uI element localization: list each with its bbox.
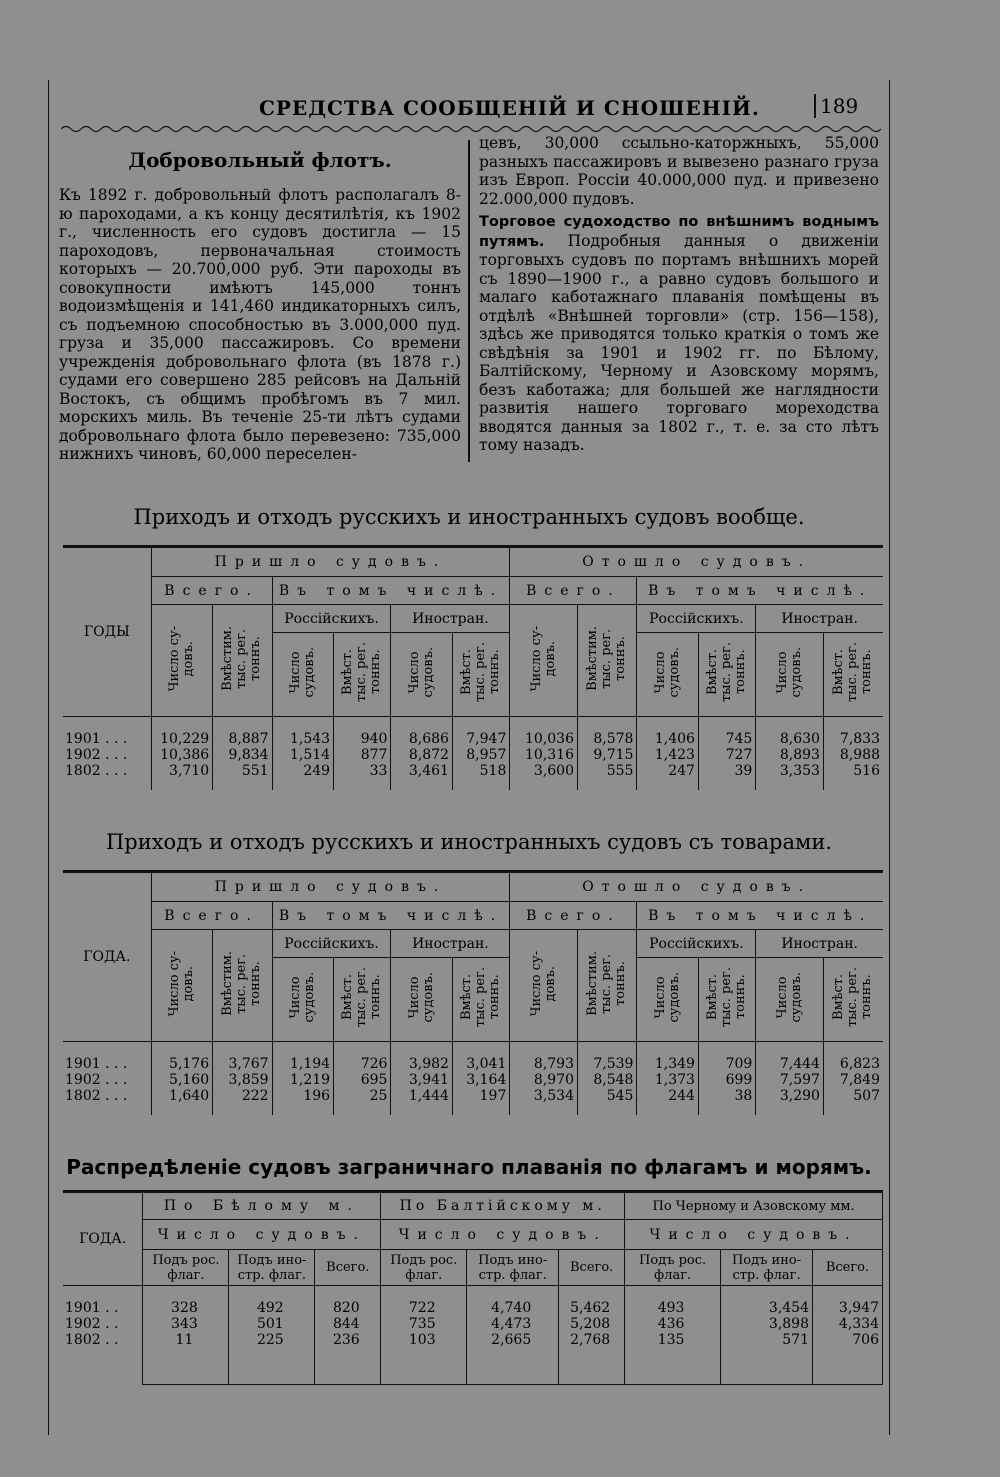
col-count: Число судовъ.	[391, 958, 453, 1042]
data-cell: 8,630 8,893 3,353	[756, 717, 824, 791]
data-cell: 709 699 38	[698, 1042, 755, 1116]
data-cell: 492 501 225	[229, 1286, 315, 1385]
col-count: Число судовъ.	[637, 633, 699, 717]
black-azov-sea-header: По Черному и Азовскому мм.	[625, 1192, 883, 1220]
count-header: Число судовъ.	[143, 1220, 381, 1250]
data-cell: 8,793 8,970 3,534	[510, 1042, 578, 1116]
arrived-incl-header: Въ томъ числѣ.	[272, 577, 510, 605]
page	[48, 80, 890, 1435]
departed-header: Отошло судовъ.	[510, 872, 883, 902]
arrived-incl-header: Въ томъ числѣ.	[272, 902, 510, 930]
col-count: Число су- довъ.	[510, 605, 578, 717]
data-cell: 8,887 9,834 551	[213, 717, 272, 791]
col-count: Число су- довъ.	[151, 930, 213, 1042]
data-cell: 493 436 135	[625, 1286, 721, 1385]
count-header: Число судовъ.	[625, 1220, 883, 1250]
white-sea-header: По Бѣлому м.	[143, 1192, 381, 1220]
wavy-rule	[61, 124, 881, 134]
foreign-header: Иностран.	[756, 930, 883, 958]
data-cell: 1,349 1,373 244	[637, 1042, 699, 1116]
data-cell: 4,740 4,473 2,665	[467, 1286, 559, 1385]
table1	[63, 545, 883, 790]
left-column	[59, 148, 461, 464]
col-count: Число судовъ.	[272, 958, 334, 1042]
col-capacity: Вмѣст. тыс. рег. тоннъ.	[823, 958, 883, 1042]
data-cell: 6,823 7,849 507	[823, 1042, 883, 1116]
data-cell: 3,947 4,334 706	[813, 1286, 883, 1385]
col-capacity: Вмѣст. тыс. рег. тоннъ.	[823, 633, 883, 717]
col-capacity: Вмѣстим. тыс. рег. тоннъ.	[213, 605, 272, 717]
table3	[63, 1190, 883, 1385]
years-header: ГОДА.	[63, 872, 151, 1042]
departed-header: Отошло судовъ.	[510, 547, 883, 577]
rus-flag-header: Подъ рос. флаг.	[625, 1250, 721, 1286]
data-cell: 1,543 1,514 249	[272, 717, 334, 791]
departed-incl-header: Въ томъ числѣ.	[637, 902, 883, 930]
data-cell: 7,444 7,597 3,290	[756, 1042, 824, 1116]
col-count: Число судовъ.	[756, 958, 824, 1042]
departed-total-header: Всего.	[510, 577, 637, 605]
col-capacity: Вмѣстим. тыс. рег. тоннъ.	[213, 930, 272, 1042]
table2-title: Приходъ и отходъ русскихъ и иностранныхъ судовъ съ товарами.	[105, 830, 833, 854]
table2	[63, 870, 883, 1115]
for-flag-header: Подъ ино- стр. флаг.	[467, 1250, 559, 1286]
col-capacity: Вмѣст. тыс. рег. тоннъ.	[698, 958, 755, 1042]
years-header: ГОДЫ	[63, 547, 151, 717]
year-cell: 1901 . . . 1902 . . . 1802 . . .	[63, 1042, 151, 1116]
col-capacity: Вмѣст. тыс. рег. тоннъ.	[452, 633, 509, 717]
years-header: ГОДА.	[63, 1192, 143, 1286]
data-cell: 3,767 3,859 222	[213, 1042, 272, 1116]
data-cell: 5,462 5,208 2,768	[559, 1286, 625, 1385]
data-cell: 10,036 10,316 3,600	[510, 717, 578, 791]
data-cell: 8,578 9,715 555	[578, 717, 637, 791]
rus-flag-header: Подъ рос. флаг.	[143, 1250, 229, 1286]
data-cell: 940 877 33	[334, 717, 391, 791]
data-cell: 820 844 236	[315, 1286, 381, 1385]
table1-title: Приходъ и отходъ русскихъ и иностранныхъ судовъ вообще.	[133, 505, 805, 529]
total-header: Всего.	[315, 1250, 381, 1286]
data-cell: 8,686 8,872 3,461	[391, 717, 453, 791]
col-capacity: Вмѣстим. тыс. рег. тоннъ.	[578, 930, 637, 1042]
col-capacity: Вмѣст. тыс. рег. тоннъ.	[452, 958, 509, 1042]
arrived-header: Пришло судовъ.	[151, 547, 510, 577]
data-cell: 726 695 25	[334, 1042, 391, 1116]
column-divider	[468, 140, 470, 462]
departed-incl-header: Въ томъ числѣ.	[637, 577, 883, 605]
page-header	[49, 92, 889, 122]
left-paragraph: Къ 1892 г. добровольный флотъ располагалъ 8-ю пароходами, а къ концу десятилѣтія, къ 1902 г., численность его судовъ достигла — 15 пароходовъ, первоначальная стоимость которыхъ — 20.700,000 руб. Эти пароходы въ совокупности имѣютъ 145,000 тоннъ водоизмѣщенія и 141,460 индикаторныхъ силъ, съ подъемною способностью въ 3.000,000 пуд. груза и 35,000 пассажировъ. Со времени учрежденія добровольнаго флота (въ 1878 г.) судами его совершено 285 рейсовъ на Дальній Востокъ, съ общимъ пробѣгомъ въ 7 мил. морскихъ миль. Въ теченіе 25-ти лѣтъ судами добровольнаго флота было перевезено: 735,000 нижнихъ чиновъ, 60,000 переселен-	[59, 186, 461, 463]
page-number: 189	[814, 94, 858, 118]
right-paragraph-2	[479, 212, 879, 455]
data-cell: 7,539 8,548 545	[578, 1042, 637, 1116]
col-count: Число судовъ.	[272, 633, 334, 717]
baltic-sea-header: По Балтійскому м.	[381, 1192, 625, 1220]
data-cell: 328 343 11	[143, 1286, 229, 1385]
col-count: Число судовъ.	[637, 958, 699, 1042]
russian-header: Россійскихъ.	[272, 930, 391, 958]
russian-header: Россійскихъ.	[637, 930, 756, 958]
foreign-header: Иностран.	[391, 930, 510, 958]
data-cell: 722 735 103	[381, 1286, 467, 1385]
total-header: Всего.	[559, 1250, 625, 1286]
count-header: Число судовъ.	[381, 1220, 625, 1250]
arrived-total-header: Всего.	[151, 902, 272, 930]
right-column	[479, 134, 879, 455]
bold-lead: Торговое судоходство по внѣшнимъ воднымъ путямъ.	[479, 214, 879, 250]
data-cell: 3,454 3,898 571	[721, 1286, 813, 1385]
russian-header: Россійскихъ.	[272, 605, 391, 633]
data-cell: 5,176 5,160 1,640	[151, 1042, 213, 1116]
col-capacity: Вмѣстим. тыс. рег. тоннъ.	[578, 605, 637, 717]
section-heading: Добровольный флотъ.	[128, 148, 392, 172]
rus-flag-header: Подъ рос. флаг.	[381, 1250, 467, 1286]
right-paragraph-1: цевъ, 30,000 ссыльно-каторжныхъ, 55,000 разныхъ пассажировъ и вывезено разнаго груза изъ Европ. Россіи 40.000,000 пуд. и привезено 22.000,000 пудовъ.	[479, 134, 879, 208]
arrived-header: Пришло судовъ.	[151, 872, 510, 902]
arrived-total-header: Всего.	[151, 577, 272, 605]
data-cell: 7,947 8,957 518	[452, 717, 509, 791]
data-cell: 745 727 39	[698, 717, 755, 791]
col-count: Число судовъ.	[756, 633, 824, 717]
col-count: Число судовъ.	[391, 633, 453, 717]
for-flag-header: Подъ ино- стр. флаг.	[229, 1250, 315, 1286]
col-capacity: Вмѣст. тыс. рег. тоннъ.	[698, 633, 755, 717]
right-paragraph-2-text: Подробныя данныя о движеніи торговыхъ судовъ по портамъ внѣшнихъ морей съ 1890—1900 г., а равно судовъ большого и малаго каботажнаго плаванія помѣщены въ отдѣлѣ «Внѣшней торговли» (стр. 156—158), здѣсь же приводятся только краткія о томъ же свѣдѣнія за 1901 и 1902 гг. по Бѣлому, Балтійскому, Черному и Азовскому морямъ, безъ каботажа; для большей же наглядности развитія нашего торговаго мореходства вводятся данныя за 1802 г., т. е. за сто лѣтъ тому назадъ.	[479, 231, 880, 454]
data-cell: 1,194 1,219 196	[272, 1042, 334, 1116]
data-cell: 7,833 8,988 516	[823, 717, 883, 791]
total-header: Всего.	[813, 1250, 883, 1286]
russian-header: Россійскихъ.	[637, 605, 756, 633]
data-cell: 3,982 3,941 1,444	[391, 1042, 453, 1116]
for-flag-header: Подъ ино- стр. флаг.	[721, 1250, 813, 1286]
col-count: Число су- довъ.	[510, 930, 578, 1042]
table3-title: Распредѣленіе судовъ заграничнаго плаванія по флагамъ и морямъ.	[66, 1155, 872, 1179]
data-cell: 1,406 1,423 247	[637, 717, 699, 791]
col-capacity: Вмѣст. тыс. рег. тоннъ.	[334, 633, 391, 717]
running-title: СРЕДСТВА СООБЩЕНІЙ И СНОШЕНІЙ.	[259, 96, 760, 120]
year-cell: 1901 . . 1902 . . 1802 . .	[63, 1286, 143, 1385]
departed-total-header: Всего.	[510, 902, 637, 930]
col-count: Число су- довъ.	[151, 605, 213, 717]
col-capacity: Вмѣст. тыс. рег. тоннъ.	[334, 958, 391, 1042]
data-cell: 3,041 3,164 197	[452, 1042, 509, 1116]
foreign-header: Иностран.	[756, 605, 883, 633]
data-cell: 10,229 10,386 3,710	[151, 717, 213, 791]
year-cell: 1901 . . . 1902 . . . 1802 . . .	[63, 717, 151, 791]
foreign-header: Иностран.	[391, 605, 510, 633]
